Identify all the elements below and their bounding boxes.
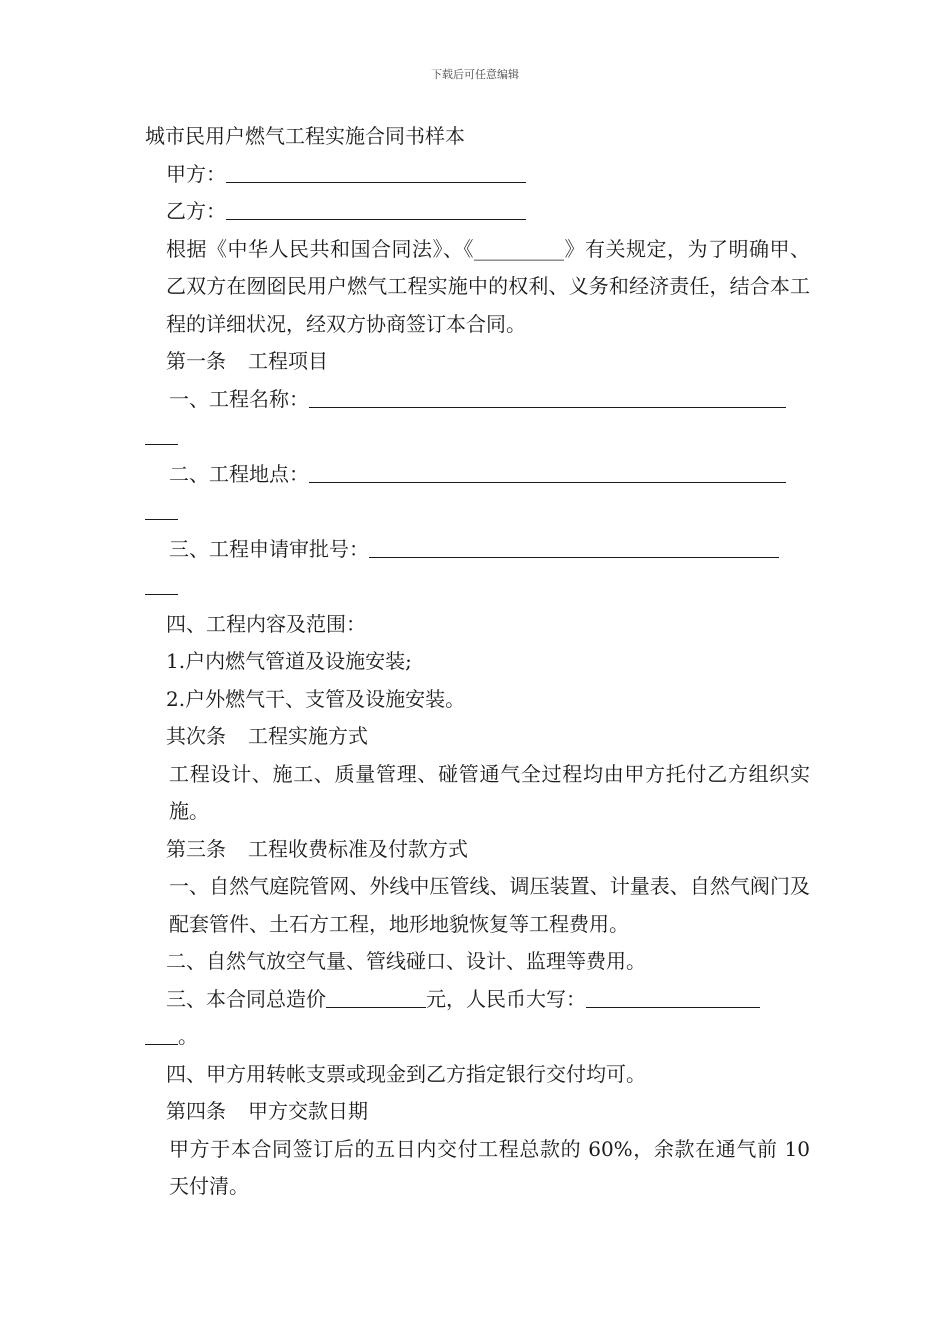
project-name-blank xyxy=(309,383,786,408)
scope-item-1: 1.户内燃气管道及设施安装; xyxy=(166,649,412,673)
article3-title: 工程收费标准及付款方式 xyxy=(248,836,468,861)
preamble-paragraph: 根据《中华人民共和国合同法》、《_________》有关规定，为了明确甲、乙双方在囫囵民用户燃气工程实施中的权利、义务和经济责任，结合本工程的详细状况，经双方协商签订本合同。 xyxy=(166,236,810,336)
approval-number-blank-tail xyxy=(145,568,810,606)
total-price-blank-tail xyxy=(145,1018,810,1056)
article3-heading xyxy=(145,831,810,869)
article3-item-1: 一、自然气庭院管网、外线中压管线、调压装置、计量表、自然气阀门及配套管件、土石方工程，地形地貌恢复等工程费用。 xyxy=(169,874,810,936)
rmb-uppercase-blank xyxy=(586,983,760,1008)
article1-heading xyxy=(145,343,810,381)
approval-number-blank xyxy=(369,533,779,558)
article2-heading xyxy=(145,718,810,756)
approval-number-line xyxy=(145,531,810,569)
project-name-line xyxy=(145,381,810,419)
article3-item-2: 二、自然气放空气量、管线碰口、设计、监理等费用。 xyxy=(166,949,646,973)
scope-item-2: 2.户外燃气干、支管及设施安装。 xyxy=(166,686,466,711)
article4-title: 甲方交款日期 xyxy=(248,1099,368,1123)
article2-title: 工程实施方式 xyxy=(248,724,368,748)
article1-number: 第一条 xyxy=(166,349,226,373)
scope-heading: 四、工程内容及范围： xyxy=(166,611,366,636)
header-note: 下载后可任意编辑 xyxy=(431,68,519,81)
project-name-blank-tail xyxy=(145,418,810,456)
party-a-line xyxy=(145,156,810,194)
project-name-label: 一、工程名称： xyxy=(169,386,309,411)
total-price-end: 。 xyxy=(178,1024,198,1048)
total-price-label: 三、本合同总造价 xyxy=(166,986,326,1011)
article2-number: 其次条 xyxy=(166,724,226,748)
article2-body: 工程设计、施工、质量管理、碰管通气全过程均由甲方托付乙方组织实施。 xyxy=(169,761,810,823)
party-b-line xyxy=(145,193,810,231)
party-b-label: 乙方： xyxy=(166,199,226,223)
article4-body: 甲方于本合同签订后的五日内交付工程总款的 60%，余款在通气前 10 天付清。 xyxy=(169,1136,810,1198)
party-a-blank xyxy=(226,158,526,183)
project-location-blank-tail xyxy=(145,493,810,531)
party-a-label: 甲方： xyxy=(166,161,226,186)
total-price-blank xyxy=(326,983,426,1008)
project-location-label: 二、工程地点： xyxy=(169,461,309,486)
article3-number: 第三条 xyxy=(166,836,226,861)
document-title: 城市民用户燃气工程实施合同书样本 xyxy=(145,124,465,148)
rmb-uppercase-label: 元，人民币大写： xyxy=(426,986,586,1011)
total-price-line xyxy=(145,981,810,1019)
article4-heading xyxy=(145,1093,810,1131)
party-b-blank xyxy=(226,195,526,220)
article4-number: 第四条 xyxy=(166,1099,226,1123)
project-location-line xyxy=(145,456,810,494)
project-location-blank xyxy=(309,458,786,483)
contract-document xyxy=(145,118,810,1206)
article3-item-4: 四、甲方用转帐支票或现金到乙方指定银行交付均可。 xyxy=(166,1061,646,1086)
approval-number-label: 三、工程申请审批号： xyxy=(169,536,369,561)
article1-title: 工程项目 xyxy=(248,349,328,373)
